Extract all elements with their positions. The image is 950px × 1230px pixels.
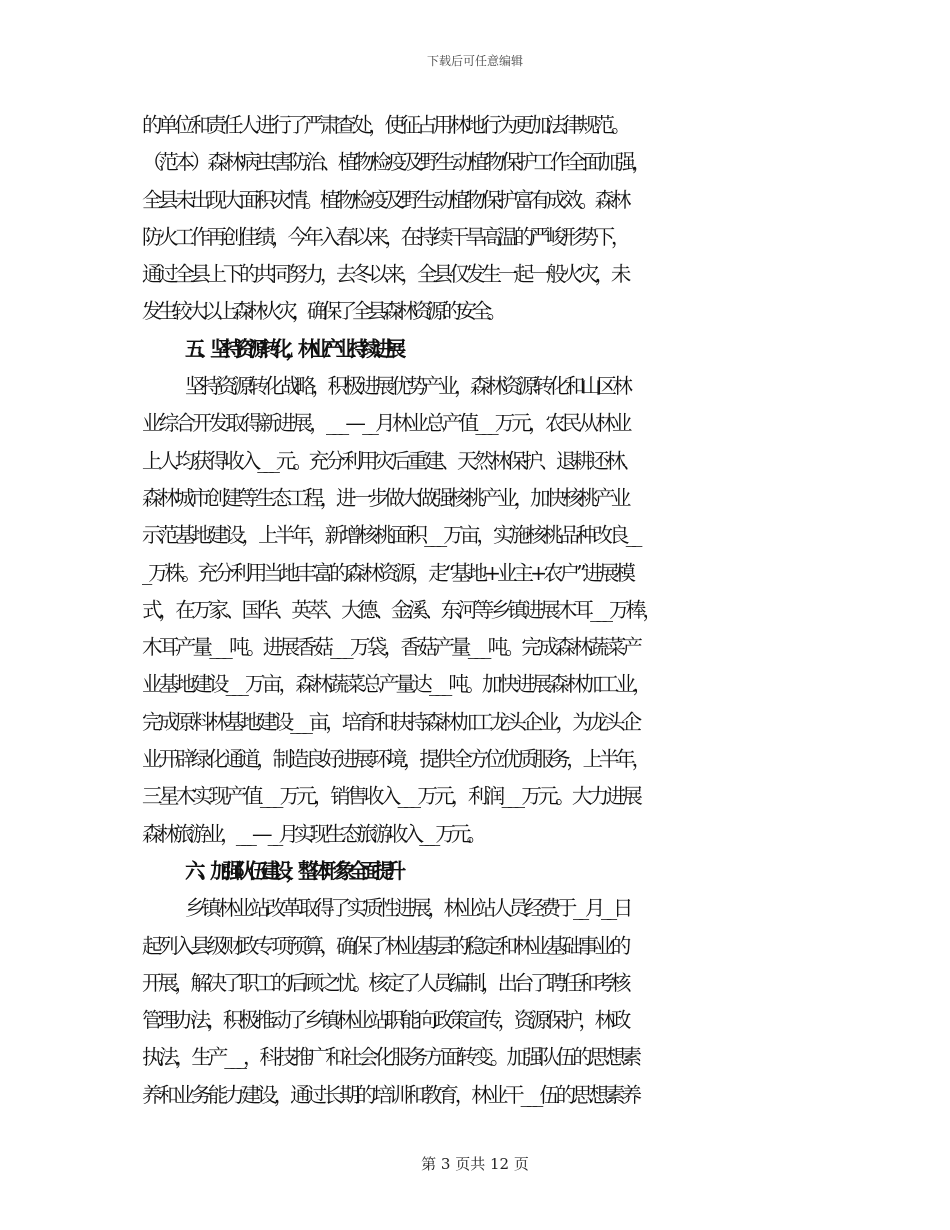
paragraph-line: 通过全县上下的共同努力，去冬以来，全县仅发生一起一般火灾，未 [142, 262, 627, 287]
paragraph-line: 发生较大以上森林火灾，确保了全县森林资源的安全。 [142, 299, 502, 324]
section-heading: 五、坚持资源转化，林业产业持续进展 [185, 336, 399, 361]
paragraph-line: 森林城市创建等生态工程，进一步做大做强核桃产业，加快核桃产业 [142, 485, 627, 510]
paragraph-line: _万株。充分利用当地丰富的森林资源，走“基地+业主+农户”进展模 [142, 560, 632, 585]
paragraph-line: 示范基地建设，上半年，新增核桃面积___万亩，实施核桃品种改良__ [142, 523, 639, 548]
paragraph-line: 业基地建设___万亩，森林蔬菜总产量达___吨。加快进展森林加工业， [142, 672, 650, 697]
paragraph-line: 执法，生产___，科技推广和社会化服务方面转变。加强队伍的思想素 [142, 1045, 639, 1070]
paragraph-line: 起列入县级财政专项预算，确保了林业基层的稳定和林业基础事业的 [142, 933, 627, 958]
paragraph-line: 乡镇林业站改革取得了实质性进展，林业站人员经费于__月__日 [185, 896, 629, 921]
paragraph-line: 上人均获得收入___元。充分利用灾后重建、天然林保护、退耕还林、 [142, 448, 639, 473]
paragraph-line: 开展，解决了职工的后顾之忧。核定了人员编制，出台了聘任和考核 [142, 970, 627, 995]
paragraph-line: 森林旅游业，___—__月实现生态旅游收入___万元。 [142, 821, 483, 846]
paragraph-line: 养和业务能力建设，通过长期的培训和教育，林业干___伍的思想素养 [142, 1082, 639, 1107]
paragraph-line: （范本）森林病虫害防治、植物检疫及野生动植物保护工作全面加强， [142, 150, 648, 175]
paragraph-line: 三星木实现产值___万元，销售收入___万元，利润___万元。大力进展 [142, 784, 640, 809]
paragraph-line: 业综合开发取得新进展，___—__月林业总产值___万元，农民从林业 [142, 411, 629, 436]
paragraph-line: 木耳产量___吨。进展香菇___万袋，香菇产量___吨。完成森林蔬菜产 [142, 635, 640, 660]
paragraph-line: 防火工作再创佳绩，今年入春以来，在持续干旱高温的严峻形势下， [142, 224, 627, 249]
paragraph-line: 业开辟绿化通道，制造良好进展环境，提供全方位优质服务，上半年， [142, 747, 648, 772]
paragraph-line: 完成原料林基地建设___亩，培育和扶持森林加工龙头企业，为龙头企 [142, 709, 639, 734]
page-header: 下载后可任意编辑 [426, 54, 523, 68]
paragraph-line: 全县未出现大面积灾情。植物检疫及野生动植物保护富有成效。森林 [142, 187, 627, 212]
paragraph-line: 的单位和责任人进行了严肃查处，使征占用林地行为更加法律规范。 [142, 113, 627, 137]
paragraph-line: 式，在万家、国华、英萃、大德、金溪、东河等乡镇进展木耳___万棒， [142, 597, 659, 622]
paragraph-line: 管理办法，积极推动了乡镇林业站职能向政策宣传，资源保护，林政 [142, 1008, 627, 1033]
page-footer: 第 3 页共 12 页 [421, 1155, 529, 1173]
section-heading: 六、加强队伍建设，整体形象全面提升 [185, 858, 399, 883]
document-body [0, 107, 950, 1114]
paragraph-line: 坚持资源转化战略，积极进展优势产业，森林资源转化和山区林 [185, 374, 629, 399]
